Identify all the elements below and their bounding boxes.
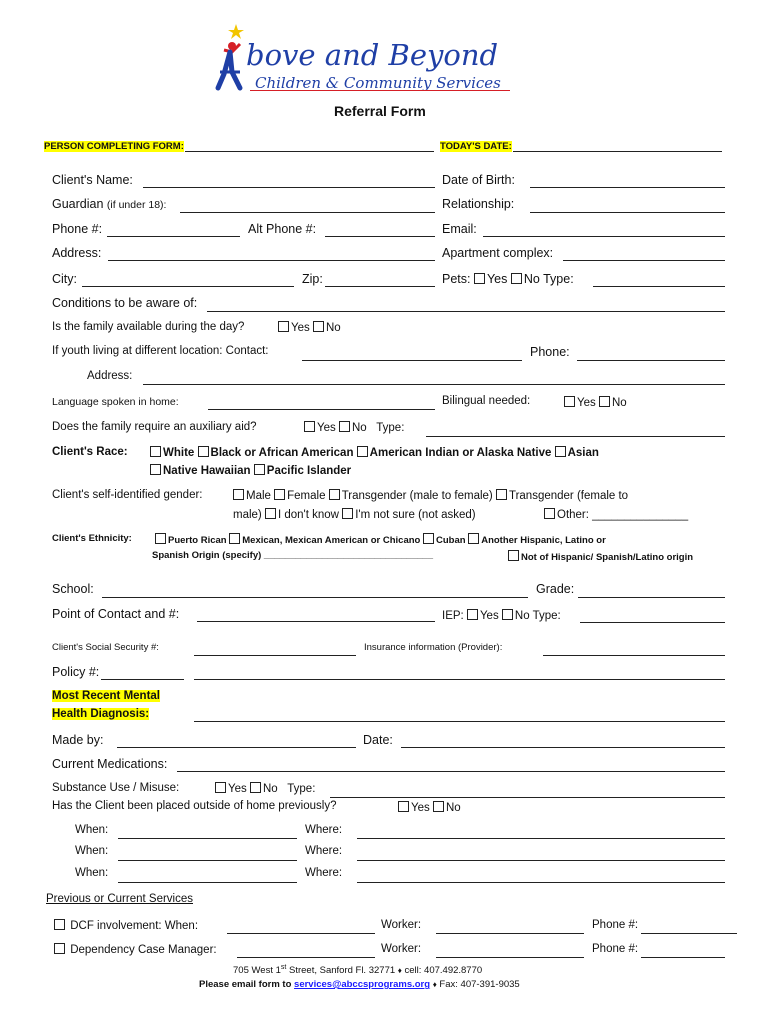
- race-white-checkbox[interactable]: [150, 446, 161, 457]
- diamond-icon: ♦: [397, 966, 402, 976]
- where-field-2[interactable]: [357, 860, 725, 861]
- dependency-worker-label: Worker:: [381, 943, 422, 955]
- logo-underline: [250, 90, 510, 91]
- race-label: Client's Race:: [52, 446, 128, 458]
- auxiliary-yes-checkbox[interactable]: [304, 421, 315, 432]
- ethnicity-another-hispanic-checkbox[interactable]: [468, 533, 479, 544]
- client-name-label: Client's Name:: [52, 173, 133, 187]
- phone-label: Phone #:: [52, 222, 103, 236]
- placed-yes-checkbox[interactable]: [398, 801, 409, 812]
- logo-subtitle: Children & Community Services: [255, 74, 501, 92]
- youth-address-label: Address:: [87, 370, 133, 382]
- pets-label: Pets:: [442, 272, 471, 286]
- todays-date-label: TODAY'S DATE:: [440, 141, 512, 152]
- alt-phone-field[interactable]: [325, 236, 435, 237]
- language-label: Language spoken in home:: [52, 396, 179, 408]
- iep-type-field[interactable]: [580, 622, 725, 623]
- dependency-field[interactable]: [237, 957, 375, 958]
- gender-dont-know-checkbox[interactable]: [265, 508, 276, 519]
- policy-label: Policy #:: [52, 665, 100, 679]
- guardian-label: Guardian (if under 18):: [52, 197, 167, 211]
- dependency-phone-label: Phone #:: [592, 943, 639, 955]
- person-completing-line[interactable]: [185, 151, 434, 152]
- dcf-when-field[interactable]: [227, 933, 375, 934]
- where-field-1[interactable]: [357, 838, 725, 839]
- substance-type-field[interactable]: [330, 797, 725, 798]
- logo: [210, 22, 550, 94]
- ssn-field[interactable]: [194, 655, 356, 656]
- race-asian-checkbox[interactable]: [555, 446, 566, 457]
- zip-label: Zip:: [302, 272, 323, 286]
- address-field[interactable]: [108, 260, 435, 261]
- gender-trans-ftm-checkbox[interactable]: [496, 489, 507, 500]
- mental-diagnosis-label-1: Most Recent Mental: [52, 690, 160, 702]
- dcf-phone-field[interactable]: [641, 933, 737, 934]
- point-contact-label: Point of Contact and #:: [52, 607, 180, 621]
- pets-row: Pets: Yes No Type:: [442, 272, 574, 286]
- youth-location-label: If youth living at different location: Contact:: [52, 345, 269, 357]
- substance-yes-checkbox[interactable]: [215, 782, 226, 793]
- form-title: Referral Form: [334, 103, 426, 119]
- substance-no-checkbox[interactable]: [250, 782, 261, 793]
- made-by-field[interactable]: [117, 747, 356, 748]
- mental-diagnosis-field[interactable]: [194, 721, 725, 722]
- phone-field[interactable]: [107, 236, 240, 237]
- email-field[interactable]: [483, 236, 725, 237]
- school-label: School:: [52, 582, 94, 596]
- diamond-icon: ♦: [432, 980, 437, 989]
- dcf-worker-field[interactable]: [436, 933, 584, 934]
- gender-label: Client's self-identified gender:: [52, 489, 203, 501]
- ethnicity-puerto-rican-checkbox[interactable]: [155, 533, 166, 544]
- guardian-field[interactable]: [180, 212, 435, 213]
- family-yes-checkbox[interactable]: [278, 321, 289, 332]
- city-field[interactable]: [82, 286, 294, 287]
- apartment-label: Apartment complex:: [442, 246, 554, 260]
- insurance-label: Insurance information (Provider):: [364, 642, 503, 653]
- grade-label: Grade:: [536, 582, 575, 596]
- gender-other: Other: _______________: [544, 508, 688, 521]
- grade-field[interactable]: [578, 597, 725, 598]
- pets-yes-checkbox[interactable]: [474, 273, 485, 284]
- made-by-label: Made by:: [52, 733, 104, 747]
- gender-other-checkbox[interactable]: [544, 508, 555, 519]
- apartment-field[interactable]: [563, 260, 725, 261]
- dob-label: Date of Birth:: [442, 173, 515, 187]
- race-native-hawaiian-checkbox[interactable]: [150, 464, 161, 475]
- family-available-options: Yes No: [278, 321, 341, 334]
- relationship-label: Relationship:: [442, 197, 515, 211]
- logo-title: bove and Beyond: [246, 38, 499, 72]
- city-label: City:: [52, 272, 77, 286]
- gender-row-2: male) I don't know I'm not sure (not asked): [233, 509, 476, 521]
- race-row-1: White Black or African American American Indian or Alaska Native Asian: [150, 446, 599, 459]
- when-field-1[interactable]: [118, 838, 297, 839]
- auxiliary-label: Does the family require an auxiliary aid?: [52, 421, 257, 433]
- email-label: Email:: [442, 222, 477, 236]
- dcf-row: DCF involvement: When:: [54, 919, 198, 932]
- race-pacific-islander-checkbox[interactable]: [254, 464, 265, 475]
- dependency-phone-field[interactable]: [641, 957, 725, 958]
- auxiliary-no-checkbox[interactable]: [339, 421, 350, 432]
- ethnicity-label: Client's Ethnicity:: [52, 533, 132, 544]
- footer-address: 705 West 1st Street, Sanford Fl. 32771 ♦ cell: 407.492.8770: [233, 964, 483, 977]
- person-completing-label: PERSON COMPLETING FORM:: [44, 141, 184, 152]
- ethnicity-row-2: Spanish Origin (specify) ________________________________: [152, 550, 433, 561]
- relationship-field[interactable]: [530, 212, 725, 213]
- gender-female-checkbox[interactable]: [274, 489, 285, 500]
- dcf-worker-label: Worker:: [381, 919, 422, 931]
- where-field-3[interactable]: [357, 882, 725, 883]
- gender-male-checkbox[interactable]: [233, 489, 244, 500]
- placed-outside-options: Yes No: [398, 801, 461, 814]
- bilingual-label: Bilingual needed:: [442, 395, 531, 407]
- family-available-label: Is the family available during the day?: [52, 321, 245, 333]
- policy-field-long[interactable]: [194, 679, 725, 680]
- youth-address-field[interactable]: [143, 384, 725, 385]
- ethnicity-mexican-checkbox[interactable]: [229, 533, 240, 544]
- race-american-indian-checkbox[interactable]: [357, 446, 368, 457]
- bilingual-yes-checkbox[interactable]: [564, 396, 575, 407]
- dob-field[interactable]: [530, 187, 725, 188]
- dependency-row: Dependency Case Manager:: [54, 943, 217, 956]
- school-field[interactable]: [102, 597, 528, 598]
- substance-options: Yes No Type:: [215, 782, 315, 795]
- gender-not-sure-checkbox[interactable]: [342, 508, 353, 519]
- when-label-1: When:: [75, 824, 109, 836]
- alt-phone-label: Alt Phone #:: [248, 222, 317, 236]
- where-label-3: Where:: [305, 867, 343, 879]
- email-link[interactable]: services@abccsprograms.org: [294, 979, 431, 990]
- when-label-2: When:: [75, 845, 109, 857]
- zip-field[interactable]: [325, 286, 435, 287]
- bilingual-no-checkbox[interactable]: [599, 396, 610, 407]
- placed-no-checkbox[interactable]: [433, 801, 444, 812]
- current-meds-label: Current Medications:: [52, 757, 168, 771]
- dependency-checkbox[interactable]: [54, 943, 65, 954]
- when-field-3[interactable]: [118, 882, 297, 883]
- todays-date-line[interactable]: [513, 151, 722, 152]
- where-label-1: Where:: [305, 824, 343, 836]
- substance-label: Substance Use / Misuse:: [52, 782, 180, 794]
- iep-row: IEP: Yes No Type:: [442, 610, 561, 622]
- client-name-field[interactable]: [143, 187, 435, 188]
- conditions-label: Conditions to be aware of:: [52, 296, 198, 310]
- pets-type-field[interactable]: [593, 286, 725, 287]
- policy-field-short[interactable]: [101, 679, 184, 680]
- auxiliary-type-field[interactable]: [426, 436, 725, 437]
- when-field-2[interactable]: [118, 860, 297, 861]
- conditions-field[interactable]: [207, 311, 725, 312]
- youth-phone-label: Phone:: [530, 345, 570, 359]
- gender-trans-mtf-checkbox[interactable]: [329, 489, 340, 500]
- dcf-phone-label: Phone #:: [592, 919, 639, 931]
- placed-outside-label: Has the Client been placed outside of home previously?: [52, 800, 337, 812]
- gender-row-1: Male Female Transgender (male to female) Transgender (female to: [233, 489, 628, 502]
- youth-contact-field[interactable]: [302, 360, 522, 361]
- ethnicity-cuban-checkbox[interactable]: [423, 533, 434, 544]
- ethnicity-not-hispanic-checkbox[interactable]: [508, 550, 519, 561]
- iep-yes-checkbox[interactable]: [467, 609, 478, 620]
- pets-no-checkbox[interactable]: [511, 273, 522, 284]
- mental-diagnosis-label-2: Health Diagnosis:: [52, 708, 150, 720]
- footer-email: Please email form to services@abccsprograms.org ♦ Fax: 407-391-9035: [199, 979, 520, 990]
- where-label-2: Where:: [305, 845, 343, 857]
- when-label-3: When:: [75, 867, 109, 879]
- ethnicity-not-hispanic: Not of Hispanic/ Spanish/Latino origin: [508, 550, 693, 563]
- dependency-worker-field[interactable]: [436, 957, 584, 958]
- previous-services-heading: Previous or Current Services: [46, 893, 193, 905]
- dcf-checkbox[interactable]: [54, 919, 65, 930]
- language-field[interactable]: [208, 409, 435, 410]
- address-label: Address:: [52, 246, 102, 260]
- insurance-field[interactable]: [543, 655, 725, 656]
- bilingual-options: Yes No: [564, 396, 627, 409]
- family-no-checkbox[interactable]: [313, 321, 324, 332]
- point-contact-field[interactable]: [197, 621, 435, 622]
- date-label: Date:: [363, 733, 393, 747]
- race-black-checkbox[interactable]: [198, 446, 209, 457]
- date-field[interactable]: [401, 747, 725, 748]
- race-row-2: Native Hawaiian Pacific Islander: [150, 464, 351, 477]
- ethnicity-row-1: Puerto Rican Mexican, Mexican American or Chicano Cuban Another Hispanic, Latino or: [155, 533, 606, 546]
- iep-no-checkbox[interactable]: [502, 609, 513, 620]
- ssn-label: Client's Social Security #:: [52, 642, 159, 653]
- youth-phone-field[interactable]: [577, 360, 725, 361]
- current-meds-field[interactable]: [177, 771, 725, 772]
- auxiliary-options: Yes No Type:: [304, 421, 404, 434]
